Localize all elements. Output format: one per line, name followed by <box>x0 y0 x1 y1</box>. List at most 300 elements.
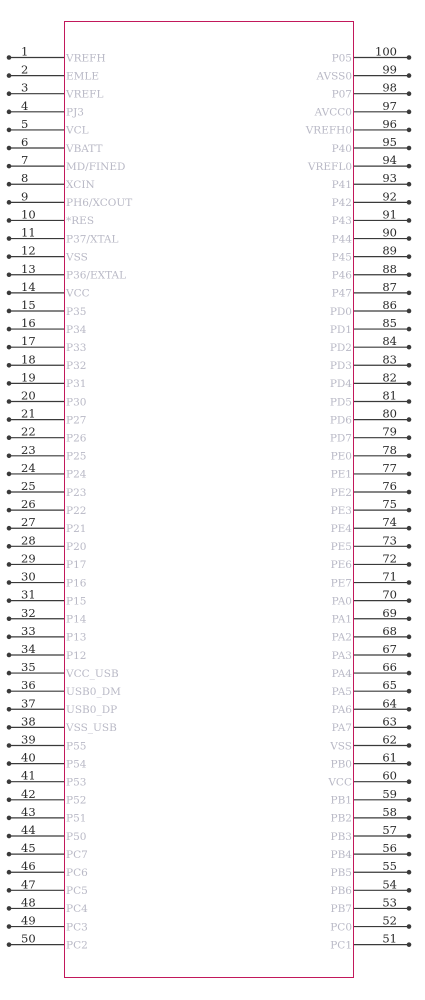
pin-25 <box>7 479 87 499</box>
pin-end-dot <box>407 399 412 404</box>
pin-end-dot <box>407 580 412 585</box>
pin-26 <box>7 497 87 517</box>
pin-end-dot <box>407 309 412 314</box>
pin-name: P12 <box>66 649 87 662</box>
pin-number: 63 <box>382 714 397 729</box>
pin-name: *RES <box>66 215 95 228</box>
pin-number: 78 <box>382 442 397 457</box>
pin-number: 8 <box>21 171 29 186</box>
right-pin-column <box>305 45 412 952</box>
pin-end-dot <box>7 146 12 151</box>
pin-100 <box>332 45 412 65</box>
pin-name: P34 <box>66 323 87 336</box>
pin-end-dot <box>7 399 12 404</box>
pin-end-dot <box>7 182 12 187</box>
pin-end-dot <box>407 417 412 422</box>
pin-name: P45 <box>331 251 352 264</box>
pin-end-dot <box>407 182 412 187</box>
pin-end-dot <box>7 164 12 169</box>
pin-number: 39 <box>21 732 36 747</box>
pin-91 <box>332 207 412 227</box>
pin-82 <box>330 370 411 390</box>
pin-name: P46 <box>331 269 352 282</box>
pin-name: XCIN <box>66 179 95 192</box>
pin-name: MD/FINED <box>66 160 126 173</box>
pin-number: 87 <box>382 279 397 294</box>
pin-end-dot <box>407 924 412 929</box>
pin-name: USB0_DP <box>66 704 118 717</box>
pin-number: 14 <box>21 279 36 294</box>
pin-6 <box>7 135 103 155</box>
pin-name: PD6 <box>329 414 352 427</box>
pin-number: 12 <box>21 243 36 258</box>
pin-93 <box>332 171 412 191</box>
pin-54 <box>331 877 412 897</box>
pin-name: P44 <box>331 233 352 246</box>
pin-name: VSS_USB <box>66 722 117 735</box>
pin-number: 57 <box>382 823 397 838</box>
pin-name: VREFH <box>66 52 106 65</box>
pin-name: PB7 <box>330 903 352 916</box>
pin-number: 98 <box>382 80 397 95</box>
pin-end-dot <box>7 309 12 314</box>
pin-end-dot <box>7 816 12 821</box>
pin-end-dot <box>407 779 412 784</box>
pin-name: PB5 <box>330 867 352 880</box>
pin-name: USB0_DM <box>66 685 121 698</box>
pin-number: 94 <box>382 153 397 168</box>
pin-14 <box>7 280 90 300</box>
left-pin-column <box>7 45 133 952</box>
pin-95 <box>332 135 412 155</box>
pin-number: 52 <box>382 913 397 928</box>
pin-22 <box>7 425 87 445</box>
pin-name: P35 <box>66 305 87 318</box>
pin-name: P55 <box>66 740 87 753</box>
pin-number: 89 <box>382 243 397 258</box>
pin-name: PC6 <box>66 867 88 880</box>
pin-99 <box>315 63 411 83</box>
pin-name: P37/XTAL <box>66 233 119 246</box>
pin-end-dot <box>407 55 412 60</box>
pin-number: 10 <box>21 207 36 222</box>
pin-4 <box>7 99 84 119</box>
pin-2 <box>7 63 99 83</box>
pin-number: 1 <box>21 44 29 59</box>
pin-11 <box>7 226 119 246</box>
pin-number: 56 <box>382 841 397 856</box>
pin-number: 40 <box>21 750 36 765</box>
pin-23 <box>7 443 87 463</box>
pin-number: 58 <box>382 804 397 819</box>
pin-21 <box>7 407 87 427</box>
pin-end-dot <box>407 707 412 712</box>
pin-number: 24 <box>21 460 36 475</box>
pin-number: 69 <box>382 605 397 620</box>
pin-41 <box>7 769 87 789</box>
pin-end-dot <box>7 942 12 947</box>
pin-67 <box>332 642 412 662</box>
pin-end-dot <box>407 598 412 603</box>
pin-number: 19 <box>21 370 36 385</box>
pin-name: P32 <box>66 360 87 373</box>
pin-name: VREFL <box>66 88 104 101</box>
pin-number: 88 <box>382 261 397 276</box>
pin-name: EMLE <box>66 70 100 83</box>
pin-number: 23 <box>21 442 36 457</box>
pin-7 <box>7 153 126 173</box>
pin-end-dot <box>407 91 412 96</box>
pin-90 <box>332 226 412 246</box>
pin-49 <box>7 914 88 934</box>
pin-number: 27 <box>21 515 36 530</box>
pin-number: 38 <box>21 714 36 729</box>
pin-name: PC1 <box>330 939 352 952</box>
pin-12 <box>7 244 88 264</box>
pin-number: 83 <box>382 352 397 367</box>
pin-end-dot <box>407 816 412 821</box>
pin-name: PC4 <box>66 903 88 916</box>
pin-name: VBATT <box>66 142 103 155</box>
pin-15 <box>7 298 87 318</box>
pin-number: 100 <box>375 44 397 59</box>
pin-number: 68 <box>382 623 397 638</box>
pin-end-dot <box>7 580 12 585</box>
pin-55 <box>331 859 412 879</box>
pin-64 <box>332 696 412 716</box>
pin-name: P14 <box>66 613 87 626</box>
pin-45 <box>7 841 88 861</box>
pin-name: P33 <box>66 341 87 354</box>
pin-end-dot <box>407 761 412 766</box>
pin-92 <box>332 189 412 209</box>
pin-name: P30 <box>66 396 87 409</box>
pin-43 <box>7 805 87 825</box>
pin-73 <box>331 533 412 553</box>
pin-number: 55 <box>382 859 397 874</box>
pin-number: 81 <box>382 388 397 403</box>
pin-name: VSS <box>66 251 88 264</box>
pin-number: 48 <box>21 895 36 910</box>
pin-name: P27 <box>66 414 87 427</box>
pin-end-dot <box>407 236 412 241</box>
pin-name: PE0 <box>330 450 352 463</box>
pin-end-dot <box>7 671 12 676</box>
pin-88 <box>332 262 412 282</box>
pin-40 <box>7 751 87 771</box>
pin-end-dot <box>7 725 12 730</box>
pin-name: PB4 <box>330 848 352 861</box>
pin-name: PD0 <box>329 305 352 318</box>
pin-31 <box>7 588 87 608</box>
pin-name: P50 <box>66 830 87 843</box>
pin-number: 6 <box>21 135 29 150</box>
pin-name: PD4 <box>329 378 352 391</box>
pin-44 <box>7 823 87 843</box>
pin-number: 20 <box>21 388 36 403</box>
pin-number: 73 <box>382 533 397 548</box>
pin-50 <box>7 932 88 952</box>
pin-name: P43 <box>331 215 352 228</box>
pin-number: 99 <box>382 62 397 77</box>
pin-name: P53 <box>66 776 87 789</box>
pin-end-dot <box>407 128 412 133</box>
pin-number: 77 <box>382 460 397 475</box>
pin-number: 25 <box>21 479 36 494</box>
pin-5 <box>7 117 89 137</box>
pin-end-dot <box>407 906 412 911</box>
pin-end-dot <box>7 73 12 78</box>
pin-name: PA6 <box>331 704 352 717</box>
pin-number: 85 <box>382 316 397 331</box>
pin-83 <box>330 352 411 372</box>
pin-number: 82 <box>382 370 397 385</box>
pin-46 <box>7 859 88 879</box>
pin-end-dot <box>407 435 412 440</box>
pin-number: 2 <box>21 62 29 77</box>
pin-19 <box>7 370 87 390</box>
pin-name: PE3 <box>330 504 352 517</box>
pin-number: 3 <box>21 80 29 95</box>
pin-number: 4 <box>21 98 29 113</box>
pin-end-dot <box>7 435 12 440</box>
pin-number: 90 <box>382 225 397 240</box>
pin-68 <box>332 624 412 644</box>
pin-end-dot <box>407 381 412 386</box>
pin-name: PJ3 <box>66 106 84 119</box>
pin-name: VCC <box>66 287 90 300</box>
pin-name: P05 <box>331 52 352 65</box>
pin-75 <box>331 497 412 517</box>
pin-number: 54 <box>382 877 397 892</box>
pin-number: 13 <box>21 261 36 276</box>
pin-end-dot <box>7 924 12 929</box>
pin-name: PA0 <box>331 595 352 608</box>
pin-number: 26 <box>21 497 36 512</box>
pin-end-dot <box>407 291 412 296</box>
pin-end-dot <box>407 653 412 658</box>
pin-name: P24 <box>66 468 87 481</box>
pin-end-dot <box>407 544 412 549</box>
pin-97 <box>314 99 412 119</box>
pin-name: AVSS0 <box>316 70 352 83</box>
pin-3 <box>7 81 104 101</box>
pin-number: 59 <box>382 786 397 801</box>
pin-number: 29 <box>21 551 36 566</box>
pin-number: 46 <box>21 859 36 874</box>
pin-end-dot <box>407 73 412 78</box>
pin-name: PE5 <box>330 541 352 554</box>
pin-end-dot <box>7 526 12 531</box>
pin-number: 15 <box>21 297 36 312</box>
pin-number: 72 <box>382 551 397 566</box>
pin-end-dot <box>7 272 12 277</box>
pin-name: PC5 <box>66 885 88 898</box>
pin-80 <box>330 407 411 427</box>
pin-number: 18 <box>21 352 36 367</box>
pin-71 <box>331 570 412 590</box>
pin-name: P47 <box>331 287 352 300</box>
pin-name: P20 <box>66 541 87 554</box>
pin-9 <box>7 189 133 209</box>
pin-end-dot <box>407 798 412 803</box>
pin-42 <box>7 787 87 807</box>
pin-name: PA1 <box>331 613 352 626</box>
pin-end-dot <box>407 164 412 169</box>
pin-end-dot <box>407 272 412 277</box>
pin-name: P17 <box>66 559 87 572</box>
pin-78 <box>331 443 412 463</box>
pin-37 <box>7 696 117 716</box>
pin-58 <box>331 805 412 825</box>
pin-end-dot <box>7 345 12 350</box>
pin-end-dot <box>7 128 12 133</box>
pin-end-dot <box>7 616 12 621</box>
pin-number: 74 <box>382 515 397 530</box>
pin-end-dot <box>7 218 12 223</box>
pin-51 <box>330 932 411 952</box>
pin-56 <box>331 841 412 861</box>
pin-end-dot <box>407 725 412 730</box>
pin-number: 53 <box>382 895 397 910</box>
pin-number: 43 <box>21 804 36 819</box>
pin-number: 65 <box>382 678 397 693</box>
pin-end-dot <box>7 91 12 96</box>
pin-name: P42 <box>331 197 352 210</box>
pin-end-dot <box>407 743 412 748</box>
pin-85 <box>330 316 411 336</box>
pin-number: 84 <box>382 334 397 349</box>
pin-16 <box>7 316 87 336</box>
pin-number: 71 <box>382 569 397 584</box>
pin-87 <box>332 280 412 300</box>
pin-name: PD2 <box>329 341 352 354</box>
pin-end-dot <box>7 779 12 784</box>
pin-47 <box>7 877 88 897</box>
pin-32 <box>7 606 87 626</box>
pin-number: 11 <box>21 225 36 240</box>
pin-34 <box>7 642 87 662</box>
pin-end-dot <box>407 110 412 115</box>
pin-38 <box>7 714 117 734</box>
pin-name: PD5 <box>329 396 352 409</box>
pin-name: VSS <box>330 740 352 753</box>
pin-end-dot <box>407 472 412 477</box>
pin-name: PC3 <box>66 921 88 934</box>
pin-name: P13 <box>66 631 87 644</box>
pin-33 <box>7 624 87 644</box>
pin-number: 7 <box>21 153 29 168</box>
pin-84 <box>330 334 411 354</box>
pin-48 <box>7 895 88 915</box>
pin-name: PC2 <box>66 939 88 952</box>
pin-39 <box>7 732 87 752</box>
pin-name: P40 <box>331 142 352 155</box>
pin-end-dot <box>7 544 12 549</box>
pin-end-dot <box>7 508 12 513</box>
pin-79 <box>330 425 411 445</box>
pin-end-dot <box>407 508 412 513</box>
pin-end-dot <box>7 490 12 495</box>
pin-89 <box>332 244 412 264</box>
pin-end-dot <box>7 472 12 477</box>
pin-number: 91 <box>382 207 397 222</box>
pin-number: 86 <box>382 297 397 312</box>
pin-1 <box>7 45 106 65</box>
pin-end-dot <box>7 55 12 60</box>
pin-name: P36/EXTAL <box>66 269 127 282</box>
pin-number: 51 <box>382 931 397 946</box>
pin-77 <box>331 461 412 481</box>
pin-number: 42 <box>21 786 36 801</box>
pin-name: PA3 <box>331 649 352 662</box>
pin-94 <box>307 153 411 173</box>
pin-name: PE4 <box>330 523 352 536</box>
pin-13 <box>7 262 126 282</box>
pin-name: PA4 <box>331 667 352 680</box>
pin-number: 80 <box>382 406 397 421</box>
pin-number: 37 <box>21 696 36 711</box>
pin-end-dot <box>407 454 412 459</box>
pin-24 <box>7 461 87 481</box>
pin-65 <box>332 678 412 698</box>
pin-end-dot <box>7 707 12 712</box>
pin-end-dot <box>407 526 412 531</box>
pin-end-dot <box>407 834 412 839</box>
pin-end-dot <box>407 490 412 495</box>
pin-98 <box>332 81 412 101</box>
pin-end-dot <box>7 417 12 422</box>
pin-end-dot <box>7 327 12 332</box>
pin-59 <box>331 787 412 807</box>
pin-name: PD3 <box>329 360 352 373</box>
pin-name: PH6/XCOUT <box>66 197 133 210</box>
pin-end-dot <box>407 870 412 875</box>
pin-62 <box>329 732 411 752</box>
pin-96 <box>305 117 412 137</box>
pin-end-dot <box>7 870 12 875</box>
pin-name: VCC_USB <box>66 667 119 680</box>
pin-name: PC0 <box>330 921 352 934</box>
pin-name: P23 <box>66 486 87 499</box>
pin-number: 96 <box>382 116 397 131</box>
pin-name: P41 <box>331 179 352 192</box>
pin-number: 28 <box>21 533 36 548</box>
pin-end-dot <box>407 616 412 621</box>
pin-name: P25 <box>66 450 87 463</box>
pin-name: PC7 <box>66 848 88 861</box>
pin-end-dot <box>7 236 12 241</box>
pin-name: PD1 <box>329 323 352 336</box>
pin-number: 22 <box>21 424 36 439</box>
pin-number: 97 <box>382 98 397 113</box>
pin-74 <box>331 515 412 535</box>
pin-28 <box>7 533 87 553</box>
pin-number: 17 <box>21 334 36 349</box>
pin-end-dot <box>407 254 412 259</box>
pin-number: 66 <box>382 660 397 675</box>
pin-end-dot <box>7 888 12 893</box>
pin-name: PB3 <box>330 830 352 843</box>
pin-20 <box>7 388 87 408</box>
pin-number: 60 <box>382 768 397 783</box>
pin-end-dot <box>407 562 412 567</box>
pin-name: P26 <box>66 432 87 445</box>
pin-name: P31 <box>66 378 87 391</box>
pin-number: 44 <box>21 823 36 838</box>
pin-number: 49 <box>21 913 36 928</box>
pin-69 <box>332 606 412 626</box>
